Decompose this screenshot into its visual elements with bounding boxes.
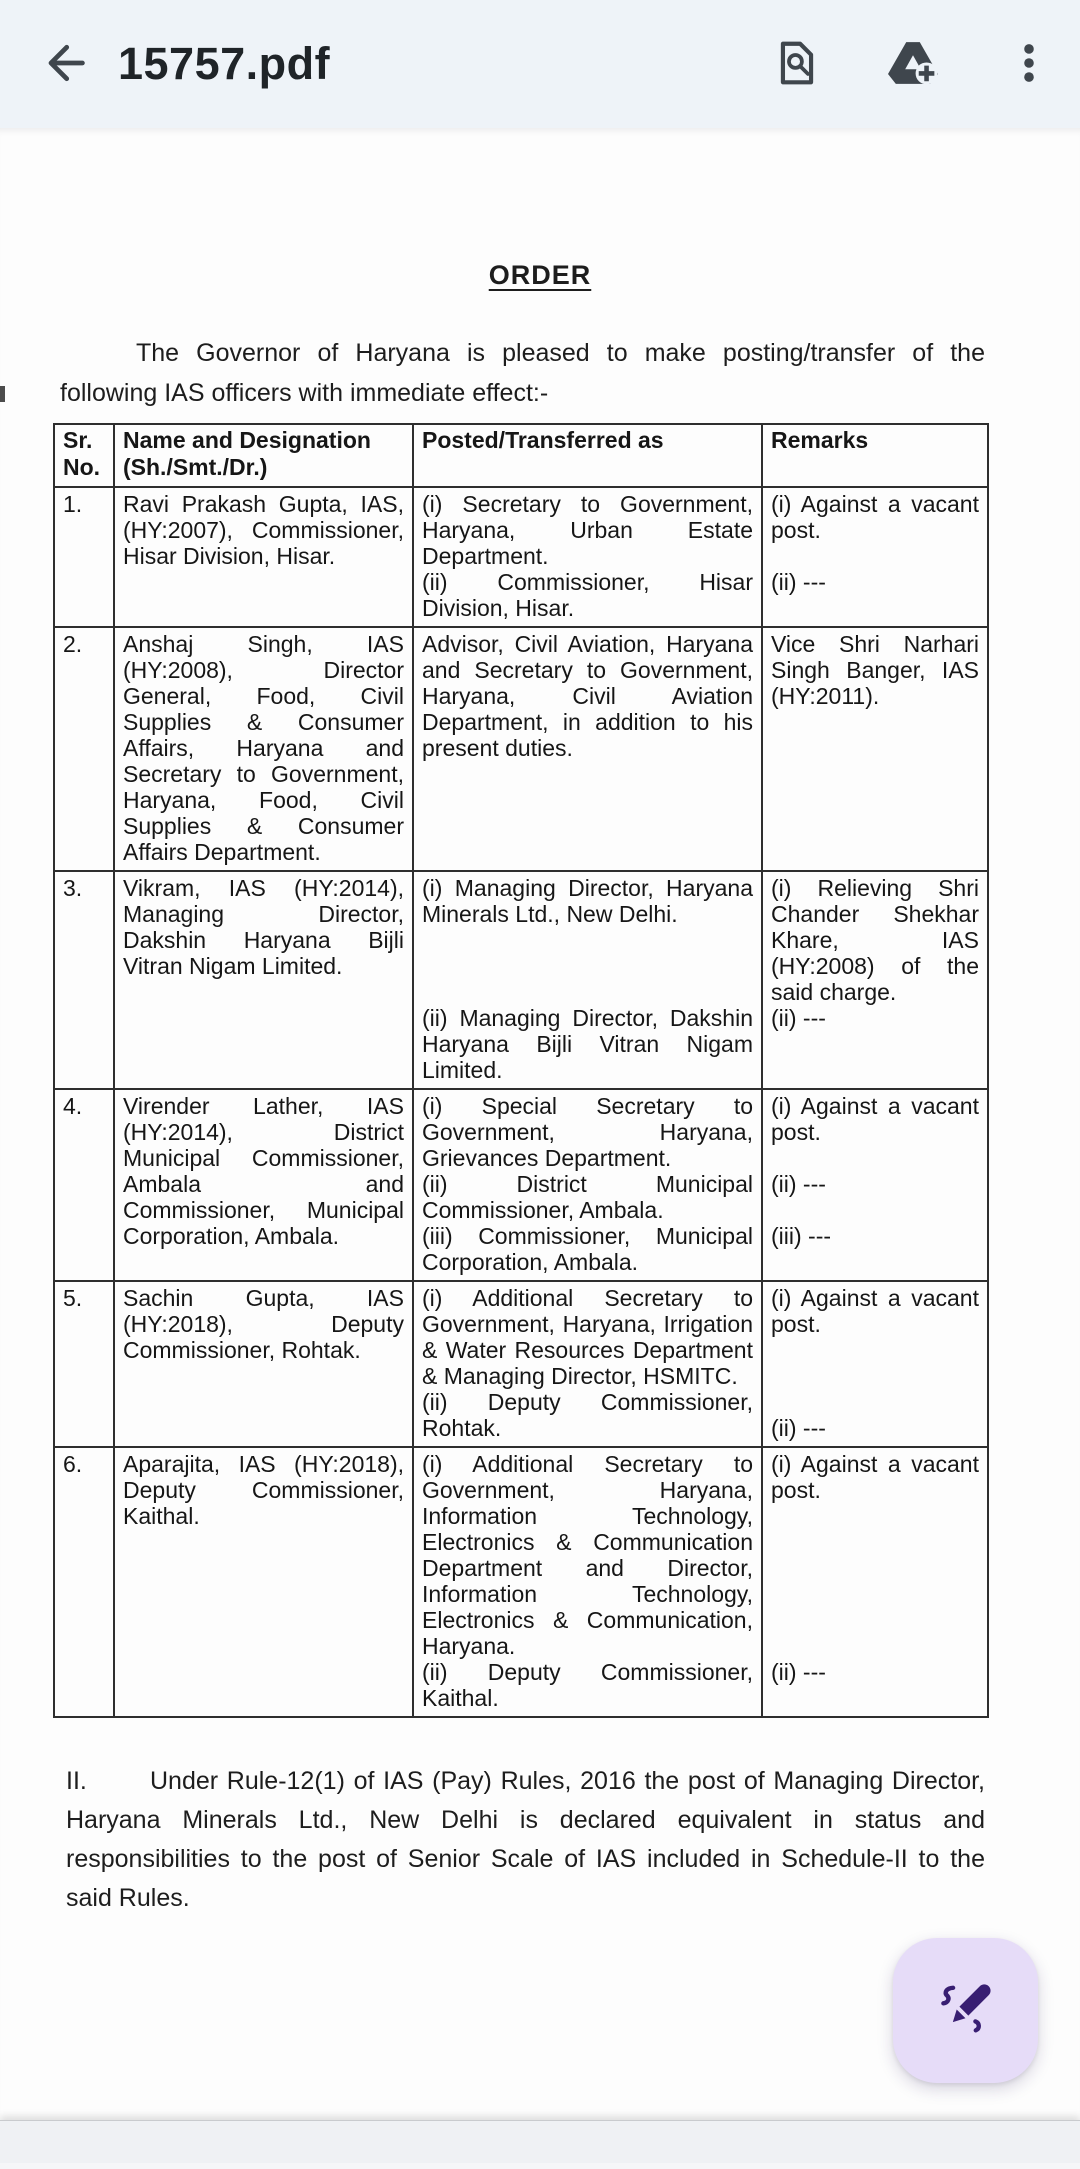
- header-sr-no: Sr. No.: [54, 424, 114, 487]
- annotate-fab[interactable]: [893, 1938, 1038, 2083]
- remarks-cell: (i) Against a vacant post. (ii) ---: [762, 1447, 988, 1717]
- rule-paragraph: [66, 1762, 985, 1918]
- posted-transferred-cell: (i) Additional Secretary to Government, Haryana, Information Technology, Electronics & Communication Department and Director, Information Technology, Electronics & Communication, Haryana. (ii) Deputy Commissioner, Kaithal.: [413, 1447, 762, 1717]
- posted-transferred-cell: (i) Secretary to Government, Haryana, Urban Estate Department. (ii) Commissioner, Hisar Division, Hisar.: [413, 487, 762, 627]
- document-title: 15757.pdf: [118, 38, 331, 89]
- remarks-cell: (i) Relieving Shri Chander Shekhar Khare, IAS (HY:2008) of the said charge. (ii) ---: [762, 871, 988, 1089]
- back-button[interactable]: [36, 36, 92, 92]
- table-row: [54, 627, 988, 871]
- intro-paragraph: The Governor of Haryana is pleased to make posting/transfer of the following IAS officers with immediate effect:-: [60, 339, 985, 407]
- posted-transferred-cell: (i) Special Secretary to Government, Haryana, Grievances Department. (ii) District Municipal Commissioner, Ambala. (iii) Commissioner, Municipal Corporation, Ambala.: [413, 1089, 762, 1281]
- name-designation-cell: Aparajita, IAS (HY:2018), Deputy Commissioner, Kaithal.: [114, 1447, 413, 1717]
- header-remarks: Remarks: [762, 424, 988, 487]
- posted-transferred-cell: (i) Additional Secretary to Government, Haryana, Irrigation & Water Resources Department & Managing Director, HSMITC. (ii) Deputy Commissioner, Rohtak.: [413, 1281, 762, 1447]
- table-row: [54, 1089, 988, 1281]
- stylus-pen-icon: [935, 1978, 997, 2043]
- name-designation-cell: Virender Lather, IAS (HY:2014), District Municipal Commissioner, Ambala and Commissioner, Municipal Corporation, Ambala.: [114, 1089, 413, 1281]
- remarks-cell: Vice Shri Narhari Singh Banger, IAS (HY:2011).: [762, 627, 988, 871]
- rule-paragraph-text: Under Rule-12(1) of IAS (Pay) Rules, 2016 the post of Managing Director, Haryana Minerals Ltd., New Delhi is declared equivalent in status and responsibilities to the post of Senior Scale of IAS included in Schedule-II to the said Rules.: [66, 1767, 985, 1912]
- remarks-cell: (i) Against a vacant post. (ii) --- (iii) ---: [762, 1089, 988, 1281]
- app-bar-actions: [772, 38, 1054, 91]
- more-options-button[interactable]: [1004, 38, 1054, 91]
- find-in-document-icon: [772, 38, 822, 91]
- name-designation-cell: Ravi Prakash Gupta, IAS, (HY:2007), Commissioner, Hisar Division, Hisar.: [114, 487, 413, 627]
- add-to-drive-button[interactable]: [886, 38, 940, 91]
- table-row: [54, 1281, 988, 1447]
- table-row: [54, 871, 988, 1089]
- remarks-cell: (i) Against a vacant post. (ii) ---: [762, 487, 988, 627]
- add-to-drive-icon: [886, 38, 940, 91]
- name-designation-cell: Sachin Gupta, IAS (HY:2018), Deputy Commissioner, Rohtak.: [114, 1281, 413, 1447]
- app-bar: [0, 0, 1080, 128]
- sr-no-cell: 4.: [54, 1089, 114, 1281]
- order-table-body: [54, 487, 988, 1717]
- sr-no-cell: 3.: [54, 871, 114, 1089]
- posted-transferred-cell: (i) Managing Director, Haryana Minerals Ltd., New Delhi. (ii) Managing Director, Dakshin Haryana Bijli Vitran Nigam Limited.: [413, 871, 762, 1089]
- header-name-designation: Name and Designation (Sh./Smt./Dr.): [114, 424, 413, 487]
- sr-no-cell: 2.: [54, 627, 114, 871]
- posted-transferred-cell: Advisor, Civil Aviation, Haryana and Secretary to Government, Haryana, Civil Aviation Department, in addition to his present duties.: [413, 627, 762, 871]
- arrow-back-icon: [38, 37, 90, 92]
- order-heading: ORDER: [488, 260, 592, 290]
- sr-no-cell: 6.: [54, 1447, 114, 1717]
- name-designation-cell: Vikram, IAS (HY:2014), Managing Director, Dakshin Haryana Bijli Vitran Nigam Limited.: [114, 871, 413, 1089]
- bottom-bar: [0, 2120, 1080, 2169]
- rule-paragraph-label: II.: [66, 1767, 87, 1795]
- table-row: [54, 487, 988, 627]
- sr-no-cell: 5.: [54, 1281, 114, 1447]
- header-posted-transferred: Posted/Transferred as: [413, 424, 762, 487]
- pdf-page: [0, 128, 1080, 2120]
- find-in-document-button[interactable]: [772, 38, 822, 91]
- table-header-row: [54, 424, 988, 487]
- name-designation-cell: Anshaj Singh, IAS (HY:2008), Director General, Food, Civil Supplies & Consumer Affairs, Haryana and Secretary to Government, Haryana, Food, Civil Supplies & Consumer Affairs Department.: [114, 627, 413, 871]
- table-row: [54, 1447, 988, 1717]
- more-vert-icon: [1004, 38, 1054, 91]
- sr-no-cell: 1.: [54, 487, 114, 627]
- order-table: [53, 423, 989, 1718]
- scan-artifact: [0, 386, 5, 402]
- remarks-cell: (i) Against a vacant post. (ii) ---: [762, 1281, 988, 1447]
